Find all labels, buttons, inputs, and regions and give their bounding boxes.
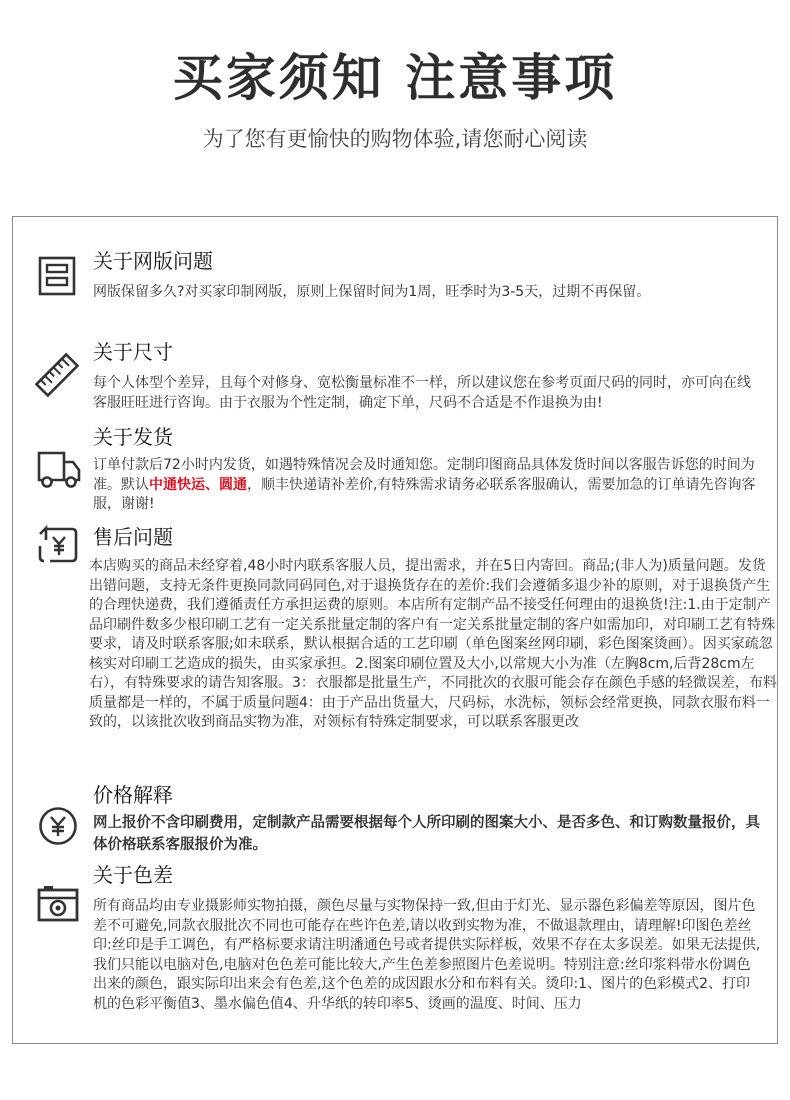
page-subtitle: 为了您有更愉快的购物体验,请您耐心阅读: [202, 127, 588, 151]
camera-icon: [37, 884, 79, 924]
section-body-shipping: [93, 456, 775, 515]
screen-plate-icon: [38, 256, 76, 296]
section-title-color-difference: 关于色差: [93, 863, 173, 887]
section-body-after-sales: 本店购买的商品未经穿着,48小时内联系客服人员，提出需求，并在5日内寄回。商品;(非人为)质量问题。发货出错问题，支持无条件更换同款同码同色,对于退换货存在的差价:我们会遵循多退少补的原则，对于退换货产生的合理快递费，我们遵循责任方承担运费的原则。本店所有定制产品不接受任何理由的退换货!注:1.由于定制产品印刷件数多少根印刷工艺有一定关系批量定制的客户有一定关系批量定制的客户如需加印，对印刷工艺有特殊要求，请及时联系客服;如未联系，默认根据合适的工艺印刷（单色图案丝网印刷，彩色图案烫画）。因买家疏忽核实对印刷工艺造成的损失，由买家承担。2.图案印刷位置及大小,以常规大小为准（左胸8cm,后背28cm左右），有特殊要求的请告知客服。3：衣服都是批量生产，不同批次的衣服可能会存在颜色手感的轻微误差，布料质量都是一样的，不属于质量问题4：由于产品出货量大，尺码标，水洗标，领标会经常更换，同款衣服布料一致的，以该批次收到商品实物为准，对领标有特殊定制要求，可以联系客服更改: [89, 558, 777, 730]
section-body-color-difference: 所有商品均由专业摄影师实物拍摄，颜色尽量与实物保持一致,但由于灯光、显示器色彩偏差等原因，图片色差不可避免,同款衣服批次不同也可能存在些许色差,请以收到实物为准，不做退款理由，请理解!印图色差丝印:丝印是手工调色，有严格标要求请注明潘通色号或者提供实际样板，效果不存在太多误差。如果无法提供,我们只能以电脑对色,电脑对色色差可能比较大,产生色差参照图片色差说明。特别注意:丝印浆料带水份调色出来的颜色，跟实际印出来会有色差,这个色差的成因跟水分和布料有关。烫印:1、图片的色彩模式2、打印机的色彩平衡值3、墨水偏色值4、升华纸的转印率5、烫画的温度、时间、压力: [93, 898, 761, 1012]
section-title-after-sales: 售后问题: [93, 525, 173, 549]
delivery-truck-icon: [36, 448, 82, 490]
shipping-text-before: 订单付款后72小时内发货，如遇特殊情况会及时通知您。定制印图商品具体发货时间以客服告诉您的时间为准。默认: [93, 457, 755, 493]
page-title: 买家须知 注意事项: [172, 49, 618, 107]
section-title-screen-plate: 关于网版问题: [93, 249, 213, 273]
section-title-pricing: 价格解释: [93, 783, 173, 807]
ruler-icon: [34, 352, 80, 398]
refund-yen-icon: [36, 524, 80, 564]
section-body-size: 每个人体型个差异，且每个对修身、宽松衡量标准不一样，所以建议您在参考页面尺码的同时，亦可向在线客服旺旺进行咨询。由于衣服为个性定制，确定下单，尺码不合适是不作退换为由!: [93, 375, 751, 411]
section-title-shipping: 关于发货: [93, 425, 173, 449]
section-body-screen-plate: 网版保留多久?对买家印制网版，原则上保留时间为1周，旺季时为3-5天，过期不再保留。: [93, 284, 651, 300]
shipping-text-after: ，顺丰快递请补差价,有特殊需求请务必联系客服确认，需要加急的订单请先咨询客服，谢谢!: [93, 476, 756, 512]
yen-circle-icon: [38, 806, 78, 846]
section-title-size: 关于尺寸: [93, 340, 173, 364]
section-body-pricing: 网上报价不含印刷费用，定制款产品需要根据每个人所印刷的图案大小、是否多色、和订购数量报价，具体价格联系客服报价为准。: [93, 815, 760, 853]
shipping-courier-highlight: 中通快运、圆通: [149, 476, 247, 493]
